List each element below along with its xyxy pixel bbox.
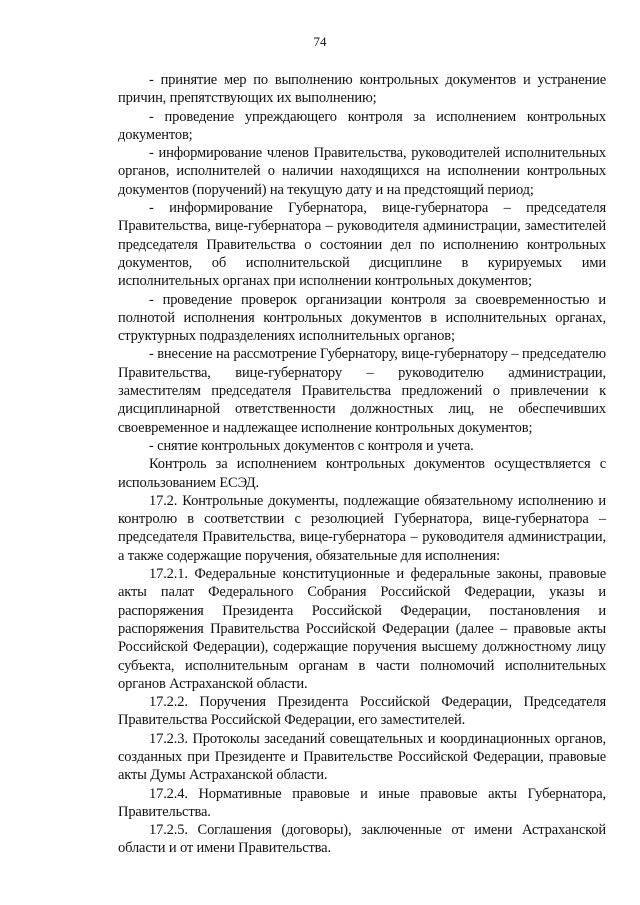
paragraph: 17.2.4. Нормативные правовые и иные правовые акты Губернатора, Правительства. xyxy=(118,785,606,820)
paragraph: 17.2.3. Протоколы заседаний совещательных и координационных органов, созданных при Президенте и Правительстве Российской Федерации, правовые акты Думы Астраханской области. xyxy=(118,730,606,784)
paragraph: - проведение упреждающего контроля за исполнением контрольных документов; xyxy=(118,108,606,143)
paragraph: - снятие контрольных документов с контроля и учета. xyxy=(149,437,474,454)
paragraph: - информирование Губернатора, вице-губернатора – председателя Правительства, вице-губернатора – руководителя администрации, заместителей председателя Правительства о состоянии дел по исполнению контрольных документов, об исполнительской дисциплине в курируемых ими исполнительных органах при исполнении контрольных документов; xyxy=(118,200,606,290)
body-text xyxy=(118,71,606,858)
paragraph: 17.2.5. Соглашения (договоры), заключенные от имени Астраханской области и от имени Правительства. xyxy=(118,822,606,857)
paragraph: 17.2.1. Федеральные конституционные и федеральные законы, правовые акты палат Федерального Собрания Российской Федерации, указы и распоряжения Президента Российской Федерации, постановления и распоряжения Правительства Российской Федерации (далее – правовые акты Российской Федерации), содержащие поручения высшему должностному лицу субъекта, исполнительным органам в части полномочий исполнительных органов Астраханской области. xyxy=(118,566,606,692)
paragraph: 17.2. Контрольные документы, подлежащие обязательному исполнению и контролю в соответствии с резолюцией Губернатора, вице-губернатора – председателя Правительства, вице-губернатора – руководителя администрации, а также содержащие поручения, обязательные для исполнения: xyxy=(118,492,606,564)
paragraph: - принятие мер по выполнению контрольных документов и устранение причин, препятствующих их выполнению; xyxy=(118,72,606,107)
page-number: 74 xyxy=(313,34,327,49)
paragraph: - проведение проверок организации контроля за своевременностью и полнотой исполнения контрольных документов в исполнительных органах, структурных подразделениях исполнительных органов; xyxy=(118,291,606,345)
paragraph: Контроль за исполнением контрольных документов осуществляется с использованием ЕСЭД. xyxy=(118,456,606,491)
paragraph: - внесение на рассмотрение Губернатору, вице-губернатору – председателю Правительства, вице-губернатору – руководителю администрации, заместителям председателя Правительства предложений о привлечении к дисциплинарной ответственности должностных лиц, не обеспечивших своевременное и надлежащее исполнение контрольных документов; xyxy=(118,346,606,436)
paragraph: - информирование членов Правительства, руководителей исполнительных органов, исполнителей о наличии находящихся на исполнении контрольных документов (поручений) на текущую дату и на предстоящий период; xyxy=(118,145,606,198)
paragraph: 17.2.2. Поручения Президента Российской Федерации, Председателя Правительства Российской Федерации, его заместителей. xyxy=(118,694,606,729)
